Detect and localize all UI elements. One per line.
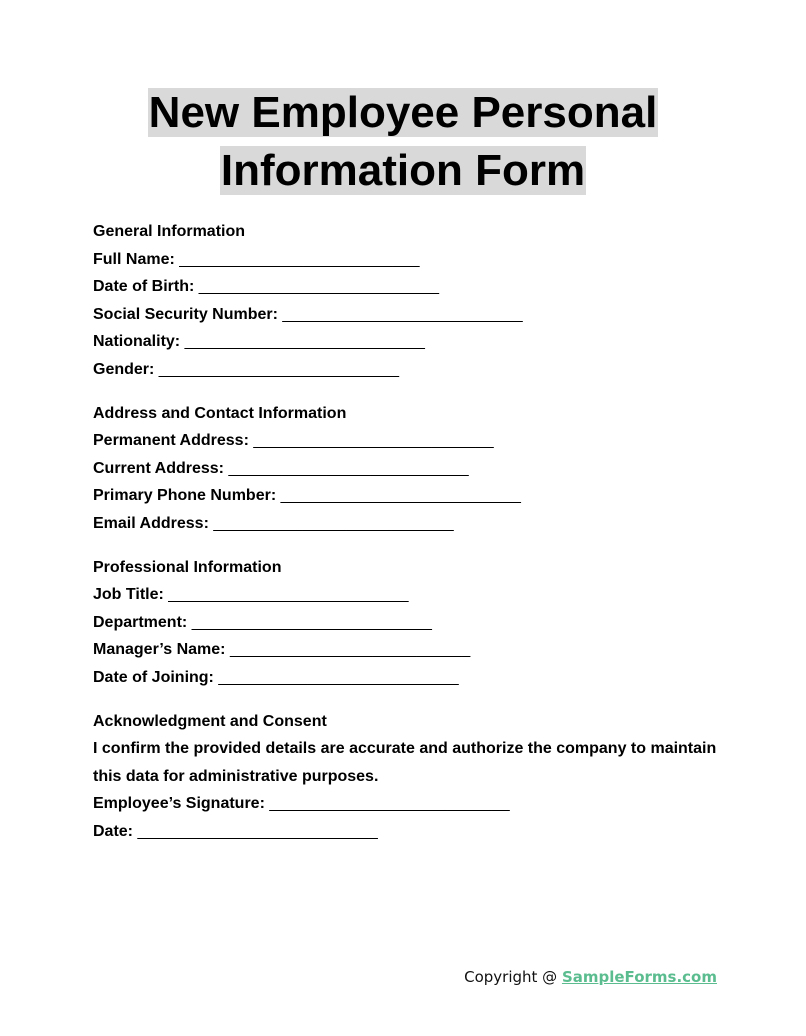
field-gender[interactable]	[93, 356, 723, 384]
form-content	[93, 218, 723, 862]
section-heading: Address and Contact Information	[93, 404, 347, 422]
field-permanent-address[interactable]	[93, 427, 723, 455]
field-email-address[interactable]	[93, 510, 723, 538]
field-blank[interactable]: ___________________________	[229, 641, 471, 658]
field-label: Current Address:	[93, 459, 224, 477]
field-date-of-joining[interactable]	[93, 664, 723, 692]
field-blank[interactable]: ___________________________	[137, 822, 378, 840]
field-job-title[interactable]	[93, 581, 723, 609]
section-contact	[93, 400, 723, 538]
field-blank[interactable]: ___________________________	[213, 514, 454, 532]
field-current-address[interactable]	[93, 455, 723, 483]
field-blank[interactable]: ___________________________	[280, 487, 521, 504]
field-full-name[interactable]	[93, 246, 723, 274]
field-label: Permanent Address:	[93, 432, 249, 449]
field-date-of-birth[interactable]	[93, 273, 723, 301]
field-blank[interactable]: ___________________________	[218, 668, 459, 686]
title-line-1: New Employee Personal	[148, 88, 658, 137]
brand-link[interactable]: SampleForms.com	[561, 968, 717, 986]
section-general	[93, 218, 723, 383]
title-line-2: Information Form	[220, 146, 586, 195]
field-label: Manager’s Name:	[93, 641, 226, 658]
field-label: Primary Phone Number:	[93, 487, 277, 504]
section-professional	[93, 554, 723, 692]
field-label: Employee’s Signature:	[93, 795, 265, 812]
field-employee-signature[interactable]	[93, 790, 723, 818]
section-heading: Acknowledgment and Consent	[93, 712, 327, 730]
field-label: Email Address:	[93, 514, 209, 532]
field-blank[interactable]: ___________________________	[282, 305, 523, 323]
section-heading: General Information	[93, 223, 246, 240]
field-ssn[interactable]	[93, 301, 723, 329]
field-blank[interactable]: ___________________________	[191, 613, 432, 631]
field-blank[interactable]: ___________________________	[198, 278, 440, 295]
field-label: Gender:	[93, 360, 155, 378]
field-date[interactable]	[93, 818, 723, 846]
field-blank[interactable]: ___________________________	[179, 250, 420, 268]
page-title	[0, 84, 806, 200]
field-blank[interactable]: ___________________________	[253, 432, 494, 449]
field-blank[interactable]: ___________________________	[168, 586, 409, 603]
field-blank[interactable]: ___________________________	[269, 795, 510, 812]
copyright-text: Copyright @	[464, 968, 562, 986]
field-blank[interactable]: ___________________________	[228, 459, 469, 477]
section-consent	[93, 708, 723, 846]
section-heading: Professional Information	[93, 558, 282, 576]
field-label: Date of Birth:	[93, 278, 195, 295]
field-label: Department:	[93, 613, 188, 631]
field-label: Date:	[93, 822, 134, 840]
field-label: Nationality:	[93, 333, 181, 350]
field-label: Date of Joining:	[93, 668, 214, 686]
field-primary-phone[interactable]	[93, 482, 723, 510]
field-label: Social Security Number:	[93, 305, 278, 323]
field-label: Full Name:	[93, 250, 175, 268]
field-nationality[interactable]	[93, 328, 723, 356]
field-manager-name[interactable]	[93, 636, 723, 664]
field-blank[interactable]: ___________________________	[158, 360, 400, 378]
field-label: Job Title:	[93, 586, 164, 603]
copyright-footer	[464, 968, 717, 986]
field-blank[interactable]: ___________________________	[184, 333, 425, 350]
field-department[interactable]	[93, 609, 723, 637]
consent-paragraph: I confirm the provided details are accurate and authorize the company to maintain this data for administrative purposes.	[93, 740, 717, 785]
